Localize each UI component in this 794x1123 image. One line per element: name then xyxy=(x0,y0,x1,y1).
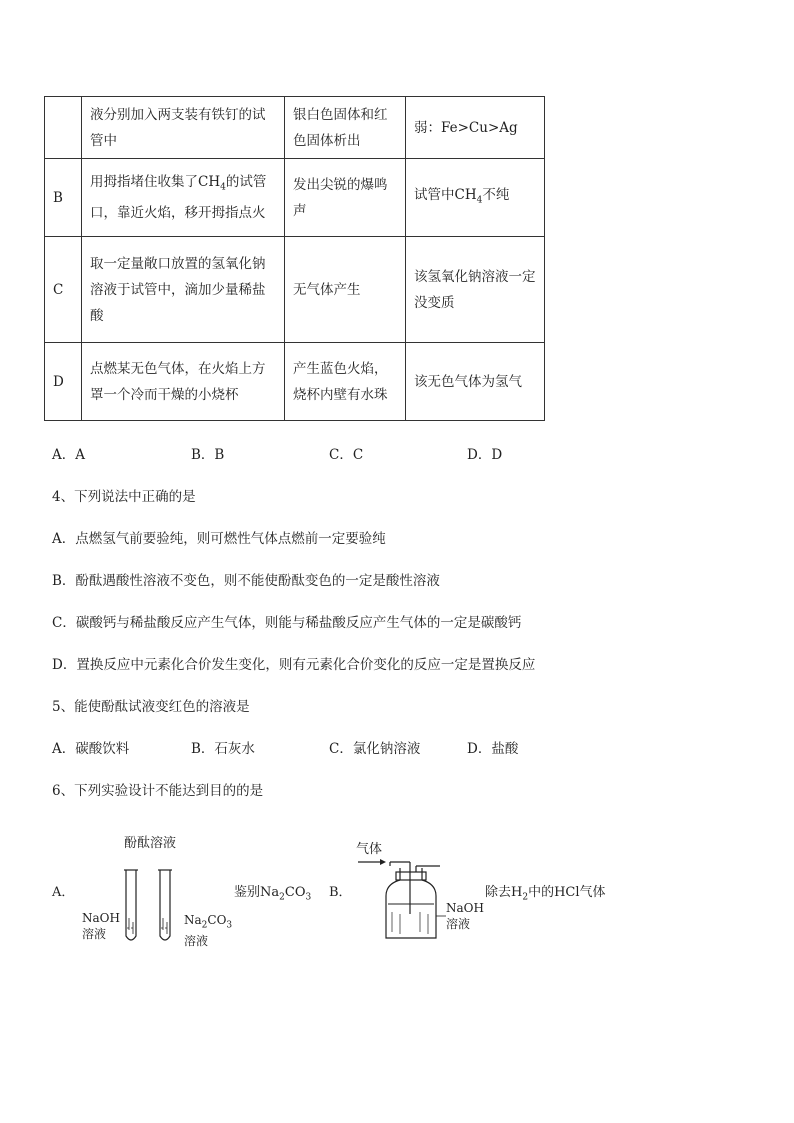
operation-cell: 取一定量敞口放置的氢氧化钠溶液于试管中，滴加少量稀盐酸 xyxy=(82,237,285,343)
q3-option-c: C．C xyxy=(329,447,364,463)
table-row xyxy=(45,159,545,237)
conclusion-cell: 弱：Fe>Cu>Ag xyxy=(406,97,545,159)
naoh-solution-label: NaOH 溶液 xyxy=(446,901,484,931)
q3-option-b: B．B xyxy=(191,447,225,463)
reagent-label: 酚酞溶液 xyxy=(124,836,177,851)
conclusion-cell: 试管中$CH_4$不纯 xyxy=(406,159,545,237)
q3-option-a: A．A xyxy=(52,447,85,463)
conclusion-cell: 该氢氧化钠溶液一定没变质 xyxy=(406,237,545,343)
q5-option-a: A．碳酸饮料 xyxy=(52,741,130,757)
q4-option-a: A．点燃氢气前要验纯，则可燃性气体点燃前一定要验纯 xyxy=(52,531,386,547)
left-tube-label: NaOH 溶液 xyxy=(82,911,120,941)
q4-stem: 4、下列说法中正确的是 xyxy=(52,489,196,505)
row-label: C xyxy=(45,237,82,343)
phenomenon-cell: 发出尖锐的爆鸣声 xyxy=(285,159,406,237)
phenomenon-cell: 产生蓝色火焰，烧杯内壁有水珠 xyxy=(285,343,406,421)
q6-option-b-prefix: B． xyxy=(329,885,352,900)
q4-option-c: C．碳酸钙与稀盐酸反应产生气体，则能与稀盐酸反应产生气体的一定是碳酸钙 xyxy=(52,615,522,631)
table-row xyxy=(45,343,545,421)
conclusion-cell: 该无色气体为氢气 xyxy=(406,343,545,421)
gas-label: 气体 xyxy=(356,842,383,857)
q5-option-c: C．氯化钠溶液 xyxy=(329,741,421,757)
q6-stem: 6、下列实验设计不能达到目的的是 xyxy=(52,783,264,799)
right-test-tube xyxy=(158,870,172,940)
operation-cell: 点燃某无色气体，在火焰上方罩一个冷而干燥的小烧杯 xyxy=(82,343,285,421)
q6-option-a-prefix: A． xyxy=(52,885,75,900)
operation-cell: 液分别加入两支装有铁钉的试管中 xyxy=(82,97,285,159)
table-row xyxy=(45,237,545,343)
q6-option-a-description: 鉴别$Na_2CO_3$ xyxy=(234,885,312,903)
q5-option-b: B．石灰水 xyxy=(191,741,255,757)
row-label xyxy=(45,97,82,159)
q4-option-b: B．酚酞遇酸性溶液不变色，则不能使酚酞变色的一定是酸性溶液 xyxy=(52,573,440,589)
q6-option-b-description: 除去$H_2$中的HCl气体 xyxy=(485,885,606,903)
q5-option-d: D．盐酸 xyxy=(467,741,519,757)
right-tube-label: $Na_2CO_3$ 溶液 xyxy=(184,913,233,949)
left-test-tube xyxy=(124,870,138,940)
q4-option-d: D．置换反应中元素化合价发生变化，则有元素化合价变化的反应一定是置换反应 xyxy=(52,657,536,673)
operation-cell: 用拇指堵住收集了$CH_4$的试管口，靠近火焰，移开拇指点火 xyxy=(82,159,285,237)
row-label: D xyxy=(45,343,82,421)
experiment-table xyxy=(44,96,545,421)
table-row xyxy=(45,97,545,159)
test-tubes-figure xyxy=(120,848,180,948)
q5-stem: 5、能使酚酞试液变红色的溶液是 xyxy=(52,699,250,715)
gas-washing-bottle-figure xyxy=(356,852,446,948)
phenomenon-cell: 无气体产生 xyxy=(285,237,406,343)
phenomenon-cell: 银白色固体和红色固体析出 xyxy=(285,97,406,159)
q3-option-d: D．D xyxy=(467,447,503,463)
row-label: B xyxy=(45,159,82,237)
